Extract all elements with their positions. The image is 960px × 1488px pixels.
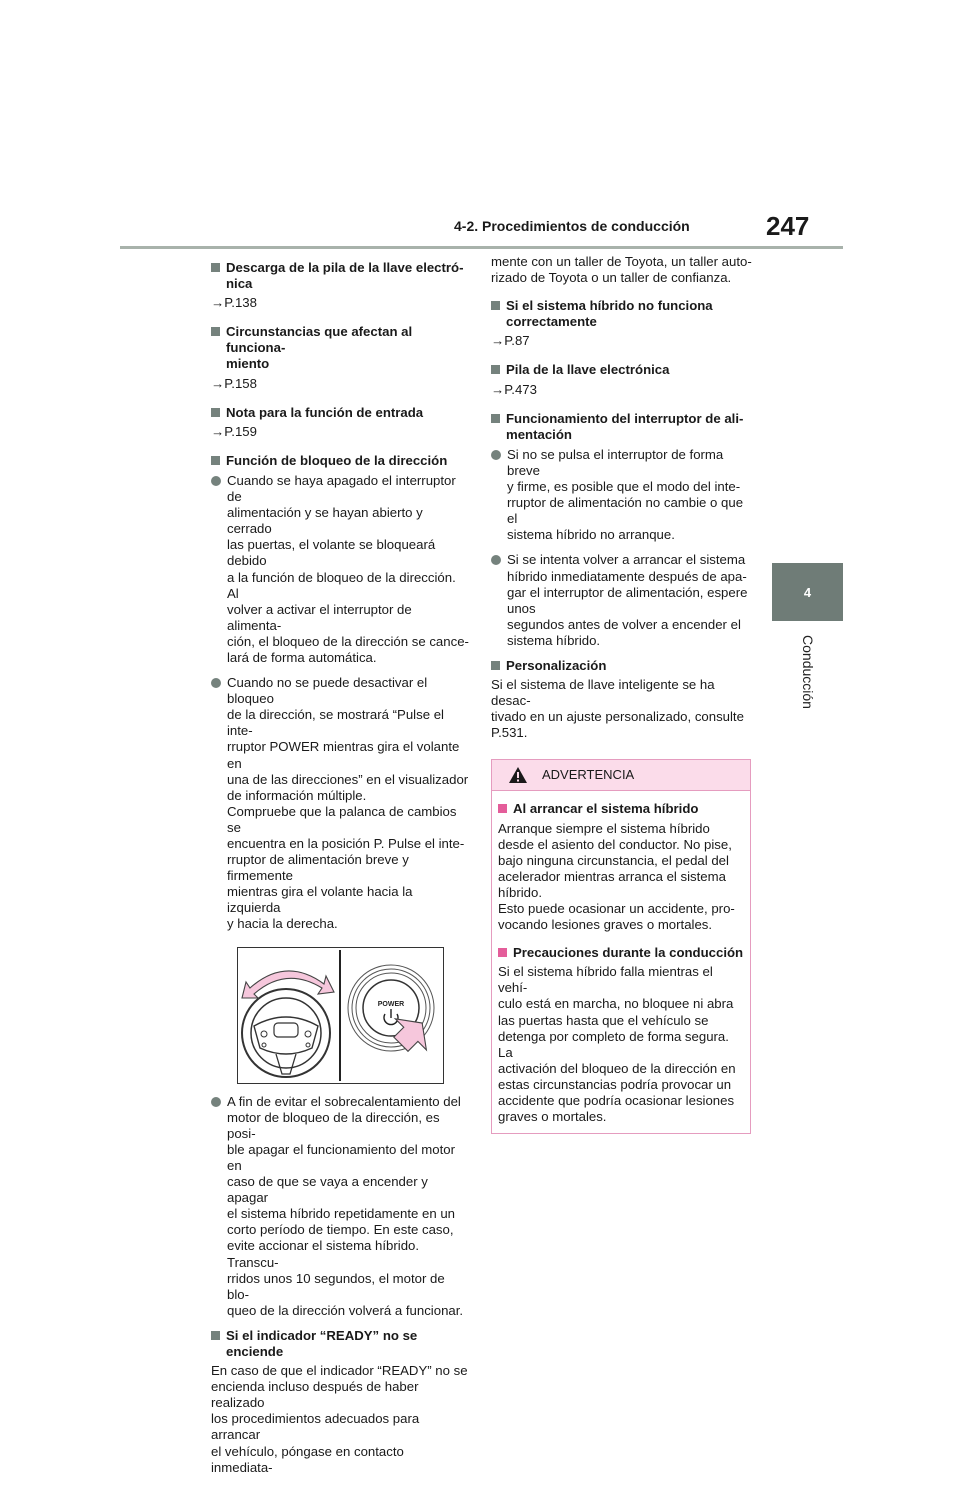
square-bullet-icon: [211, 263, 220, 272]
chapter-number: 4: [803, 585, 812, 600]
page-reference-link[interactable]: →P.158: [211, 375, 257, 391]
section-title: 4-2. Procedimientos de conducción: [454, 218, 690, 234]
round-bullet-icon: [491, 450, 501, 460]
square-bullet-icon: [491, 414, 500, 423]
round-bullet-icon: [211, 1097, 221, 1107]
page-reference-link[interactable]: →P.159: [211, 423, 257, 439]
chapter-tab[interactable]: [772, 563, 843, 621]
bullet-item: [491, 447, 753, 544]
illustration-svg: [238, 948, 443, 1083]
square-bullet-icon: [211, 456, 220, 465]
heading-text: Pila de la llave electrónica: [506, 362, 670, 378]
bullet-text: Si se intenta volver a arrancar el sistema híbrido inmediatamente después de apa- gar el interruptor de alimentación, espere unos segundos antes de volver a encender el sistema híbrido.: [507, 552, 748, 648]
heading-text: Nota para la función de entrada: [226, 404, 424, 420]
heading-text: Descarga de la pila de la llave electró- nica: [226, 260, 464, 292]
heading-text: Al arrancar el sistema híbrido: [513, 801, 699, 817]
square-bullet-icon: [498, 804, 507, 813]
warning-heading: [498, 945, 745, 961]
warning-box: [491, 759, 751, 1134]
section-heading: [491, 362, 753, 378]
chapter-label-wrapper: [770, 630, 846, 714]
section-heading: [211, 453, 469, 469]
paragraph: Si el sistema de llave inteligente se ha desac- tivado en un ajuste personalizado, consulte P.531.: [491, 677, 744, 741]
section-heading: [491, 411, 753, 443]
warning-header: [492, 760, 750, 791]
heading-text: Precauciones durante la conducción: [513, 945, 744, 961]
page-number: 247: [766, 211, 810, 241]
heading-text: Personalización: [506, 657, 607, 673]
steering-power-illustration: [237, 947, 444, 1084]
square-bullet-icon: [211, 1331, 220, 1340]
section-heading: [211, 405, 469, 421]
header-divider: [120, 246, 843, 249]
section-heading: [491, 298, 753, 330]
paragraph: En caso de que el indicador “READY” no se encienda incluso después de haber realizado los procedimientos adecuados para arrancar el vehículo, póngase en contacto inmediata-: [211, 1363, 468, 1475]
chapter-label: Conducción: [800, 635, 816, 709]
round-bullet-icon: [211, 678, 221, 688]
square-bullet-icon: [491, 365, 500, 374]
right-column: [491, 254, 753, 1134]
heading-text: Si el indicador “READY” no se enciende: [226, 1327, 418, 1359]
bullet-item: [491, 552, 753, 649]
section-heading: [211, 324, 469, 372]
paragraph-continued: mente con un taller de Toyota, un taller auto- rizado de Toyota o un taller de confianza.: [491, 254, 752, 286]
left-column: [211, 254, 469, 1488]
bullet-item: [211, 473, 469, 666]
warning-heading: [498, 801, 745, 817]
power-label: POWER: [377, 1000, 405, 1008]
square-bullet-icon: [498, 948, 507, 957]
square-bullet-icon: [211, 327, 220, 336]
page-reference-link[interactable]: →P.138: [211, 295, 257, 311]
page-reference-link[interactable]: →P.473: [491, 381, 537, 397]
heading-text: Función de bloqueo de la dirección: [226, 452, 448, 468]
warning-paragraph: Si el sistema híbrido falla mientras el vehí- culo está en marcha, no bloquee ni abra las puertas hasta que el vehículo se detenga por completo de forma segura. La activación del bloqueo de la dirección en estas circunstancias podría provocar un accidente que podría ocasionar lesiones graves o mortales.: [498, 964, 736, 1125]
warning-title: ADVERTENCIA: [542, 767, 635, 783]
bullet-text: Cuando se haya apagado el interruptor de alimentación y se hayan abierto y cerrado las puertas, el volante se bloqueará debido a la función de bloqueo de la dirección. Al volver a activar el interruptor de alimenta- ción, el bloqueo de la dirección se cance- lará de forma automática.: [227, 472, 469, 665]
bullet-text: Si no se pulsa el interruptor de forma breve y firme, es posible que el modo del inte- rruptor de alimentación no cambie o que el sistema híbrido no arranque.: [507, 446, 744, 543]
page-reference-link[interactable]: →P.87: [491, 333, 530, 349]
bullet-text: Cuando no se puede desactivar el bloqueo de la dirección, se mostrará “Pulse el inte- rruptor POWER mientras gira el volante en una de las direcciones” en el visualizador de información múltiple. Compruebe que la palanca de cambios se encuentra en la posición P. Pulse el inte- rruptor de alimentación breve y firmemente mientras gira el volante hacia la izquierda y hacia la derecha.: [227, 675, 469, 932]
bullet-text: A fin de evitar el sobrecalentamiento del motor de bloqueo de la dirección, es posi- ble apagar el funcionamiento del motor en caso de que se vaya a encender y apagar el sistema híbrido repetidamente en un corto período de tiempo. En este caso, evite accionar el sistema híbrido. Transcu- rridos unos 10 segundos, el motor de blo- queo de la dirección volverá a funcionar.: [227, 1093, 464, 1318]
bullet-item: [211, 675, 469, 933]
heading-text: Circunstancias que afectan al funciona- miento: [226, 324, 413, 372]
heading-text: Funcionamiento del interruptor de ali- mentación: [506, 410, 744, 442]
warning-triangle-icon: [508, 766, 528, 784]
square-bullet-icon: [211, 408, 220, 417]
section-heading: [211, 1328, 469, 1360]
section-heading: [211, 260, 469, 292]
round-bullet-icon: [491, 555, 501, 565]
warning-paragraph: Arranque siempre el sistema híbrido desde el asiento del conductor. No pise, bajo ninguna circunstancia, el pedal del acelerador mientras arranca el sistema híbrido. Esto puede ocasionar un accidente, pro- vocando lesiones graves o mortales.: [498, 820, 735, 933]
square-bullet-icon: [491, 661, 500, 670]
warning-body: [492, 791, 750, 1133]
heading-text: Si el sistema híbrido no funciona correctamente: [506, 298, 713, 330]
rotation-arrow-icon: [242, 970, 334, 997]
bullet-item: [211, 1094, 469, 1319]
steering-wheel-icon: [242, 989, 330, 1077]
square-bullet-icon: [491, 301, 500, 310]
section-heading: [491, 658, 753, 674]
round-bullet-icon: [211, 476, 221, 486]
